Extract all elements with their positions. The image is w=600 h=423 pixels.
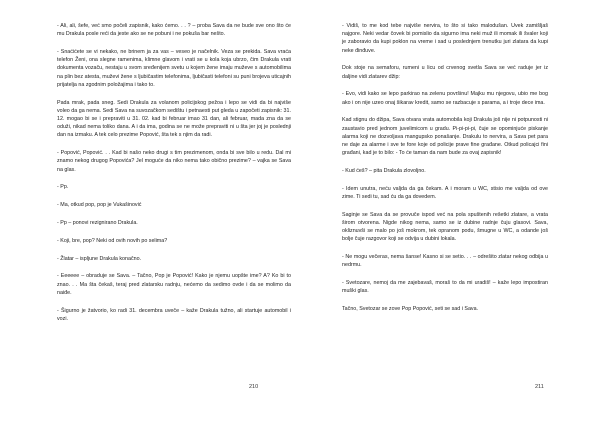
paragraph: - Ne mogu večeras, nema šanse! Kasno si se setio. . . – odrešito zlatar nekog odbija u nedrmu.	[342, 254, 548, 269]
paragraph: - Idem unutra, neću valjda da ga čekam. A i moram u WC, stisio me valjda od ove zime. Ti sedi tu, sad ću da ga dovedem.	[342, 185, 548, 201]
paragraph: - Kud ćeš? – pita Drakula zlovoljno.	[342, 168, 426, 175]
paragraph: Saginje se Sava da se provuče ispod već na pola spuštenih rešetki zlatare, a vrata širom otvorena. Nigde nikog nema, samo se iz dubine radnje čuju glasovi. Sava, okliznuvši se malo po još mokrom, tek opranom podu, šmugne u WC, a odande još bolje čuje razgovor koji se odvija u dubini lokala.	[342, 211, 548, 243]
paragraph: - Svetozare, nemoj da me zajebavaš, moraš to da mi uradiš! – kaže lepo impostiran muški glas.	[342, 280, 548, 295]
paragraph: - Vidiš, to me kod tebe najviše nervira, to što si tako malodušan. Uvek zamišljaš najgore. Neki vedar čovek bi pomislio da sigurno ima neki muž ili momak ili švaler koji je zaboravio da kupi poklon na vreme i sad u poslednjem trenutku juri zlatara da kupi neke đinđuve.	[342, 23, 548, 54]
paragraph: - Eeeeee – obraduje se Sava. – Tačno, Pop je Popović! Kako je njemu uopšte ime? A? Ko bi to znao. . . Ma šta čekaš, teraj pred zlatarsku radnju, nećemo da sedimo ovde i da se molimo da naiđe.	[57, 273, 291, 296]
paragraph: - Šigurno je žatvorio, ko radi 31. decembra uveče – kaže Drakula tužno, ali startuje automobil i vozi.	[57, 307, 291, 322]
paragraph: Tačno, Svetozar se zove Pop Popović, seti se sad i Sava.	[342, 306, 479, 313]
paragraph: - Ma, otkud pop, pop je Vukašinović	[57, 202, 142, 209]
page-number-left: 210	[249, 384, 259, 390]
paragraph: - Evo, vidi kako se lepo parkirao na zelenu površinu! Majku mu njegovu, ubio me bog ako i on nije uzeo onaj šikarav kredit, samo se razbacuje s parama, a i troje dece ima.	[342, 91, 548, 106]
paragraph: Dok stoje na semaforu, rumeni u licu od crvenog svetla Sava se već raduje jer iz daljine vidi zlatarev džip:	[342, 65, 548, 80]
paragraph: - Ali, ali, šefe, već smo počeli zapisnik, kako ćemo. . . ? – proba Sava da ne bude sve ono što će mu Drakula posle reći da jeste ako se ne pobuni i ne pokuša bar nešto.	[57, 23, 291, 38]
paragraph: - Žlatar – ispljune Drakula konačno.	[57, 255, 142, 262]
left-page-text	[57, 22, 291, 333]
page-number-right: 211	[535, 384, 544, 390]
paragraph: - Koji, bre, pop? Neki od ovih novih po selima?	[57, 237, 168, 244]
paragraph: - Snaćićete se vi nekako, ne brinem ja za vas – veseo je načelnik. Veza se prekida. Sava vraća telefon Ženi, ona slegne ramenima, klimne glavom i vrati se u kola koja ubrzo, čim Drakula vrati dokumenta vozaču, nestaju u svom sređenijem svetu u kojem žene imaju muževe s automobilima na plin bez atesta, muževi žene s ljubičastim telefonima, ljubičasti telefoni su puni brojeva uticajnih prijatelja na zgodnim položajima i tako to.	[57, 49, 291, 88]
right-page-text	[342, 22, 548, 323]
paragraph: Pada mrak, pada sneg. Sedi Drakula za volanom policijskog pežoa i lepo se vidi da bi najviše voleo da ga nema. Sedi Sava na suvozačkom sedištu i petnaesti put gleda u započeti zapisnik: 31. 12. mogao bi se i prepraviti u 31. 02. kad bi februar imao 31 dan, ali februar, mada zna da se oduži, nikad nema toliko dana. A i da ima, godina se ne može prepraviti ni u šta jer joj je poslednji dan na izmaku. A tek celo prezime Popović, šta tek s njim da radi.	[57, 99, 291, 139]
paragraph: - Popović, Popović. . . Kad bi našo neko drugi s tim prezimenom, onda bi sve bilo u redu. Dal mi znamo nekog drugog Popovića? Jel moguće da niko nema tako obično prezime? – vajka se Sava na glas.	[57, 150, 291, 173]
paragraph: Kad stignu do džipa, Sava otvara vrata automobila koji Drakula još nije ni potpunosti ni zaustavio pred jednom juvelimicom u gradu. Pi-pi-pi-pi, čuje se opominjuće piskanje alarma koji ne dozvoljava mangupsko ponašanje. Drakulu to nervira, a Sava pet para ne daje za alarme i sve te fore koje od policije prave fine građane. Otkud policajci fini građani, kad je to bilo: - To će taman da nam bude za ovaj zapisnik!	[342, 117, 548, 157]
paragraph: - Pp.	[57, 184, 69, 191]
paragraph: - Pp – ponovi rezignirano Drakula.	[57, 220, 138, 227]
